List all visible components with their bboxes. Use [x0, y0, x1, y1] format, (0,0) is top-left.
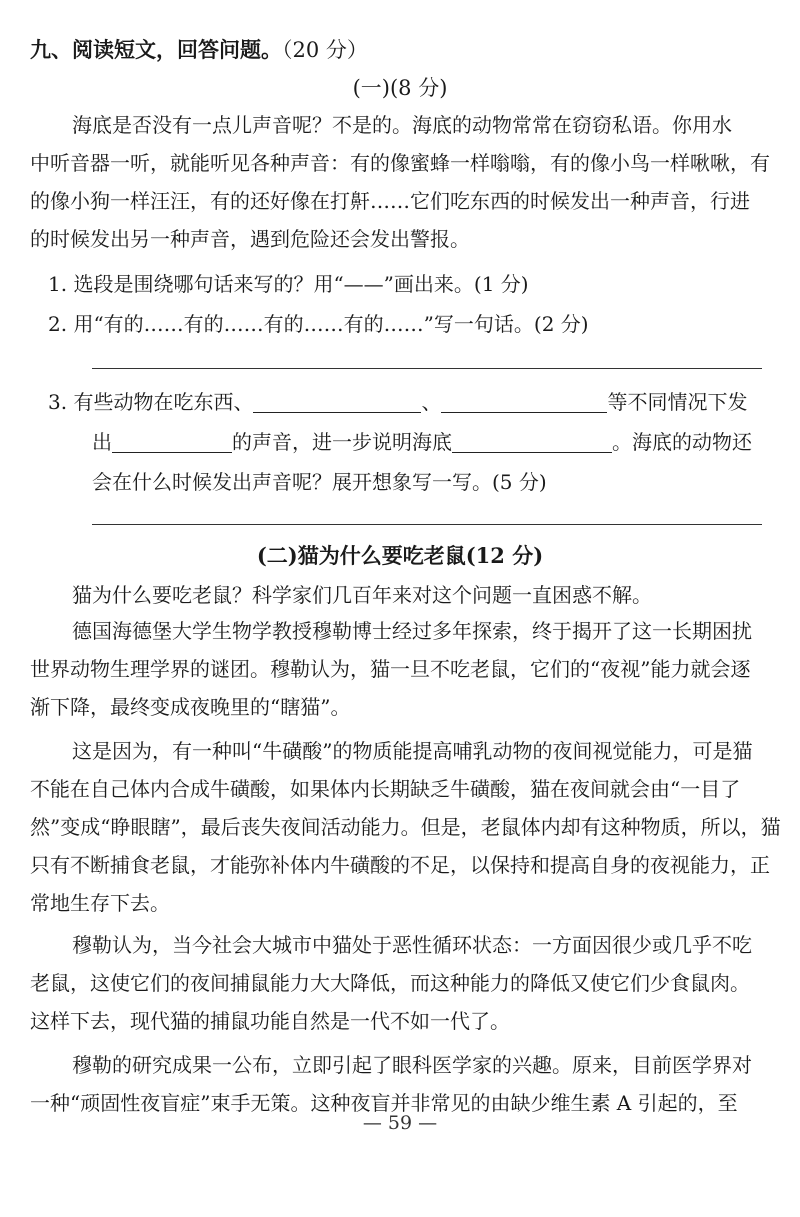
answer-line-q3[interactable] — [92, 524, 762, 525]
answer-line-q2[interactable] — [92, 368, 762, 369]
passage-line: 老鼠，这使它们的夜间捕鼠能力大大降低，而这种能力的降低又使它们少食鼠肉。 — [30, 971, 750, 995]
passage-line: 常地生存下去。 — [30, 891, 170, 915]
part2-paragraph-3 — [30, 732, 781, 922]
q3-blank-1[interactable] — [253, 390, 421, 413]
part2-title: (二)猫为什么要吃老鼠(12 分) — [256, 543, 544, 568]
question-3-line-1 — [48, 386, 747, 415]
part2-paragraph-2 — [30, 612, 766, 726]
q3-blank-3[interactable] — [112, 430, 232, 453]
passage-line: 的像小狗一样汪汪，有的还好像在打鼾……它们吃东西的时候发出一种声音，行进 — [30, 189, 750, 213]
passage-line: 中听音器一听，就能听见各种声音：有的像蜜蜂一样嗡嗡，有的像小鸟一样啾啾，有 — [30, 151, 770, 175]
passage-line: 这样下去，现代猫的捕鼠功能自然是一代不如一代了。 — [30, 1009, 510, 1033]
passage-line: 猫为什么要吃老鼠？科学家们几百年来对这个问题一直困惑不解。 — [72, 583, 652, 607]
section-title: 九、阅读短文，回答问题。 — [30, 37, 282, 62]
passage-line: 的时候发出另一种声音，遇到危险还会发出警报。 — [30, 227, 470, 251]
question-3-line-3: 会在什么时候发出声音呢？展开想象写一写。(5 分) — [92, 470, 547, 494]
q3-blank-4[interactable] — [452, 430, 612, 453]
passage-line: 世界动物生理学界的谜团。穆勒认为，猫一旦不吃老鼠，它们的“夜视”能力就会逐 — [30, 657, 751, 681]
q3-text-c: 等不同情况下发 — [607, 390, 748, 414]
passage-line: 穆勒认为，当今社会大城市中猫处于恶性循环状态：一方面因很少或几乎不吃 — [72, 933, 752, 957]
passage-line: 然”变成“睁眼瞎”，最后丧失夜间活动能力。但是，老鼠体内却有这种物质，所以，猫 — [30, 815, 781, 839]
passage-line: 渐下降，最终变成夜晚里的“瞎猫”。 — [30, 695, 351, 719]
part1-passage — [30, 106, 770, 258]
passage-line: 穆勒的研究成果一公布，立即引起了眼科医学家的兴趣。原来，目前医学界对 — [72, 1053, 752, 1077]
question-1: 1. 选段是围绕哪句话来写的？用“——”画出来。(1 分) — [48, 272, 529, 296]
passage-line: 一种“顽固性夜盲症”束手无策。这种夜盲并非常见的由缺少维生素 A 引起的，至 — [30, 1091, 738, 1115]
part1-title: (一)(8 分) — [352, 76, 448, 100]
part2-paragraph-1 — [30, 576, 766, 614]
passage-line: 只有不断捕食老鼠，才能弥补体内牛磺酸的不足，以保持和提高自身的夜视能力，正 — [30, 853, 770, 877]
passage-line: 海底是否没有一点儿声音呢？不是的。海底的动物常常在窃窃私语。你用水 — [72, 113, 732, 137]
question-3-line-2 — [92, 426, 752, 455]
passage-line: 不能在自己体内合成牛磺酸，如果体内长期缺乏牛磺酸，猫在夜间就会由“一目了 — [30, 777, 741, 801]
q3-text-e: 的声音，进一步说明海底 — [232, 430, 452, 454]
section-points: （20 分） — [282, 38, 368, 62]
q3-text-f: 。海底的动物还 — [612, 430, 752, 454]
part2-paragraph-5 — [30, 1046, 766, 1122]
q3-text-a: 3. 有些动物在吃东西、 — [48, 390, 254, 414]
q3-text-d: 出 — [92, 430, 112, 454]
passage-line: 这是因为，有一种叫“牛磺酸”的物质能提高哺乳动物的夜间视觉能力，可是猫 — [72, 739, 753, 763]
page-number: — 59 — — [362, 1112, 438, 1134]
q3-blank-2[interactable] — [441, 390, 607, 413]
part2-paragraph-4 — [30, 926, 766, 1040]
q3-text-b: 、 — [421, 390, 442, 414]
section-heading — [30, 34, 368, 64]
question-2: 2. 用“有的……有的……有的……有的……”写一句话。(2 分) — [48, 312, 589, 336]
passage-line: 德国海德堡大学生物学教授穆勒博士经过多年探索，终于揭开了这一长期困扰 — [72, 619, 752, 643]
